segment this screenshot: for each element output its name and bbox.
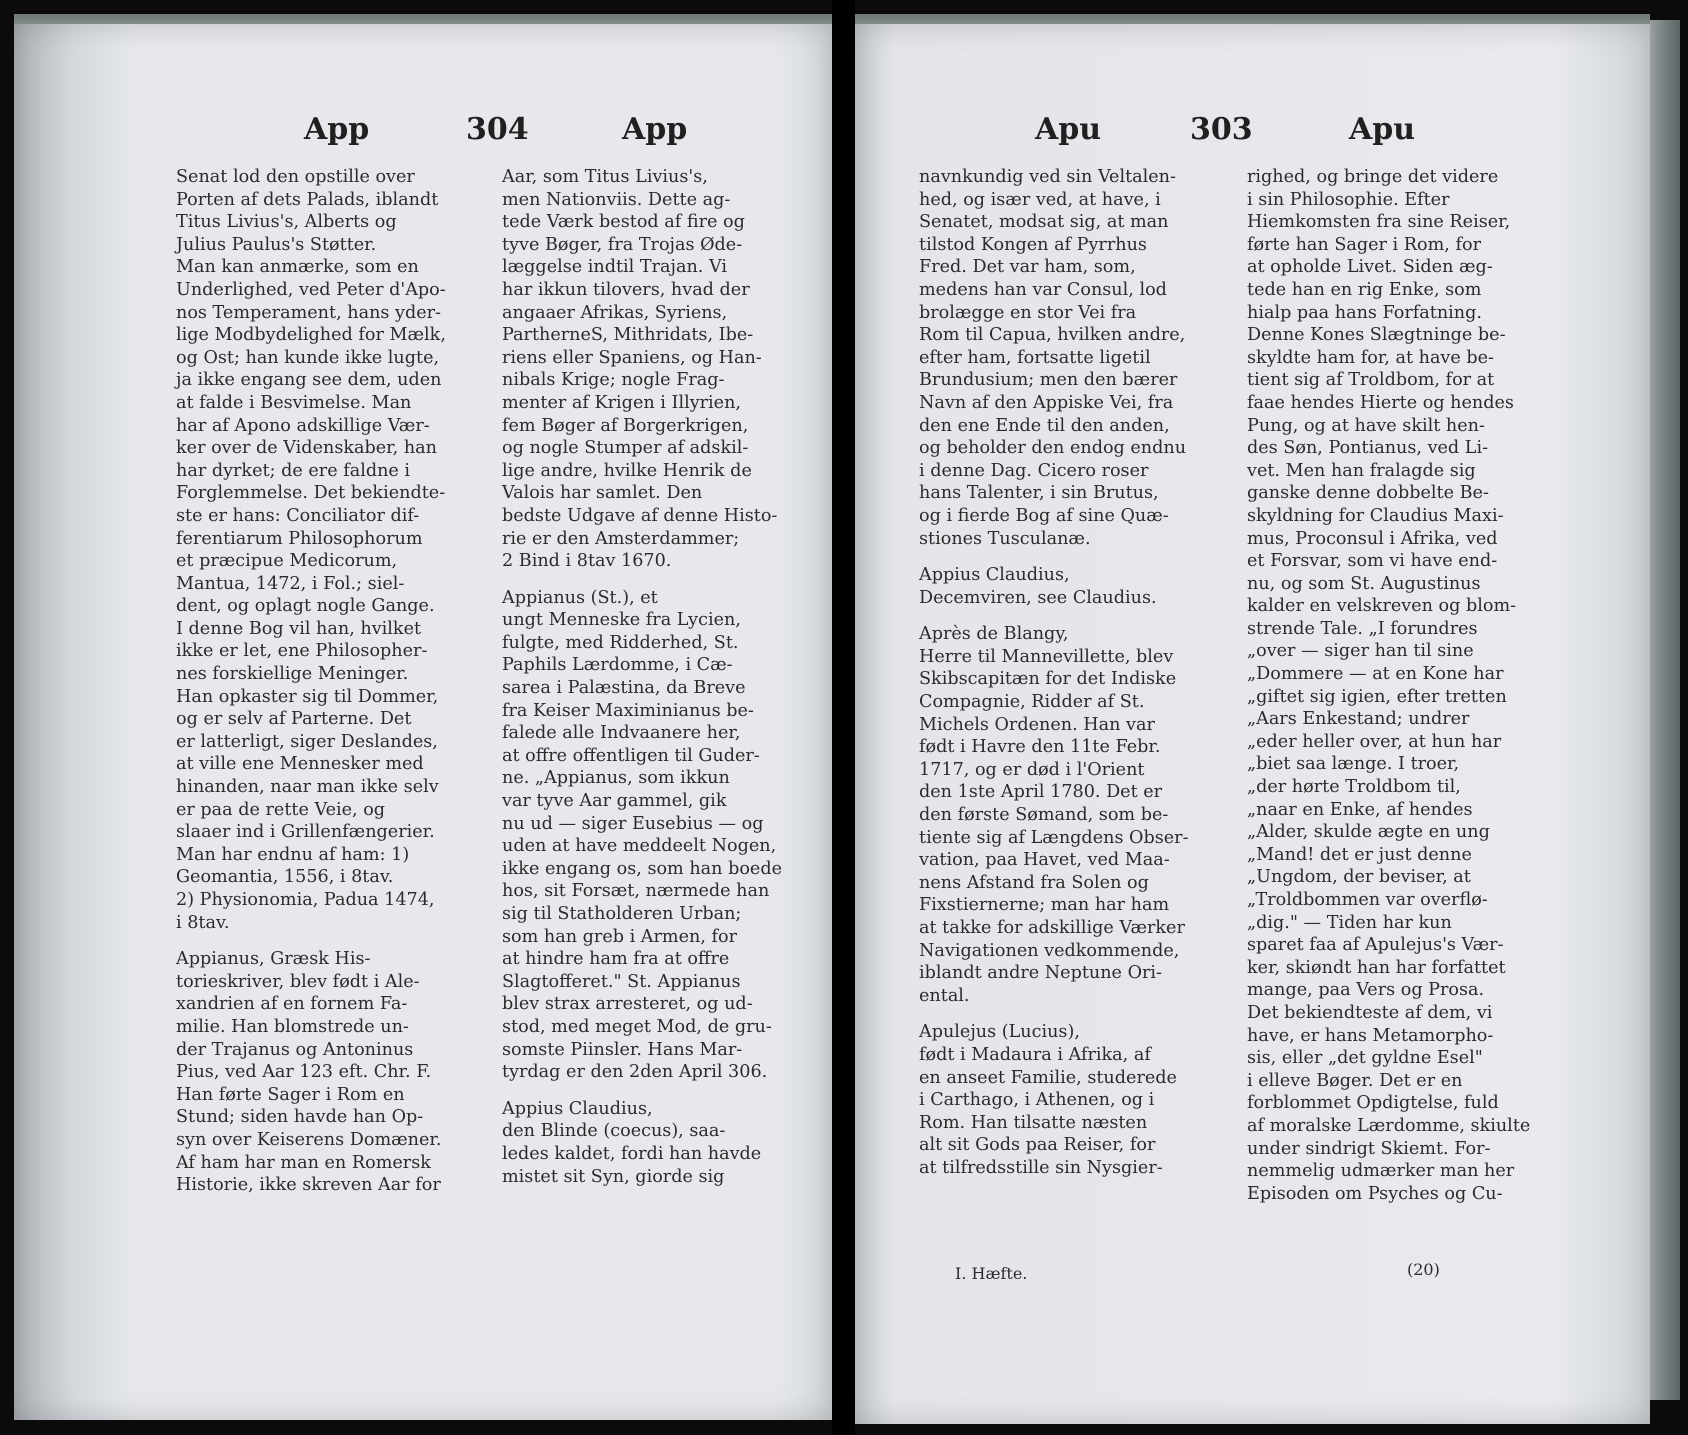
entry-appianus-continued: Aar, som Titus Livius's, men Nationviis. Dette ag- tede Værk bestod af fire og tyve Bøger, fra Trojas Øde- læggelse indtil Trajan. Vi har ikkun tilovers, hvad der angaaer Afrikas, Syriens, PartherneS, Mithridats, Ibe- riens eller Spaniens, og Han- nibals Krige; nogle Frag- menter af Krigen i Illyrien, fem Bøger af Borgerkrigen, og nogle Stumper af adskil- lige andre, hvilke Henrik de Valois har samlet. Den bedste Udgave af denne Histo- rie er den Amsterdammer; 2 Bind i 8tav 1670. bbox=[502, 167, 778, 572]
right-page-running-head-left: Apu bbox=[1035, 112, 1102, 147]
page-edges bbox=[1650, 20, 1680, 1400]
entry-appianus-st: Appianus (St.), et ungt Menneske fra Lycien, fulgte, med Ridderhed, St. Paphils Lærdomme, i Cæ- sarea i Palæstina, da Breve fra Keiser Maximinianus be- falede alle Indvaanere her, at offre offentligen til Guder- ne. „Appianus, som ikkun var tyve Aar gammel, gik nu ud — siger Eusebius — og uden at have meddeelt Nogen, ikke engang os, som han boede hos, sit Forsæt, nærmede han sig til Statholderen Urban; som han greb i Armen, for at hindre ham fra at offre Slagtofferet." St. Appianus blev strax arresteret, og ud- stod, med meget Mod, de gru- somste Piinsler. Hans Mar- tyrdag er den 2den April 306. bbox=[502, 587, 783, 1083]
right-page-number: 303 bbox=[1190, 112, 1253, 147]
entry-appius-claudius-blind: Appius Claudius, den Blinde (coecus), saa- ledes kaldet, fordi han havde mistet sit Syn, giorde sig bbox=[502, 1098, 762, 1187]
left-page-running-head-right: App bbox=[622, 112, 688, 147]
entry-appius-claudius-continued: navnkundig ved sin Veltalen- hed, og især ved, at have, i Senatet, modsat sig, at man tilstod Kongen af Pyrrhus Fred. Det var ham, som, medens han var Consul, lod brolægge en stor Vei fra Rom til Capua, hvilken andre, efter ham, fortsatte ligetil Brundusium; men den bærer Navn af den Appiske Vei, fra den ene Ende til den anden, og beholder den endog endnu i denne Dag. Cicero roser hans Talenter, i sin Brutus, og i fierde Bog af sine Quæ- stiones Tusculanæ. bbox=[919, 167, 1187, 549]
left-page bbox=[14, 24, 832, 1420]
entry-appius-claudius-decemvir: Appius Claudius, Decemviren, see Claudius. bbox=[919, 565, 1157, 608]
entry-appianus: Appianus, Græsk His- torieskriver, blev født i Ale- xandrien af en fornem Fa- milie. Han blomstrede un- der Trajanus og Antoninus Pius, ved Aar 123 eft. Chr. F. Han førte Sager i Rom en Stund; siden havde han Op- syn over Keiserens Domæner. Af ham har man en Romersk Historie, ikke skreven Aar for bbox=[176, 949, 442, 1196]
entry-apulejus-continued: righed, og bringe det videre i sin Philosophie. Efter Hiemkomsten fra sine Reiser, førte han Sager i Rom, for at opholde Livet. Siden æg- tede han en rig Enke, som hialp paa hans Forfatning. Denne Kones Slægtninge be- skyldte ham for, at have be- tient sig af Troldbom, for at faae hendes Hierte og hendes Pung, og at have skilt hen- des Søn, Pontianus, ved Li- vet. Men han fralagde sig ganske denne dobbelte Be- skyldning for Claudius Maxi- mus, Proconsul i Afrika, ved et Forsvar, som vi have end- nu, og som St. Augustinus kalder en velskreven og blom- strende Tale. „I forundres „over — siger han til sine „Dommere — at en Kone har „giftet sig igien, efter tretten „Aars Enkestand; undrer „eder heller over, at hun har „biet saa længe. I troer, „der hørte Troldbom til, „naar en Enke, af hendes „Alder, skulde ægte en ung „Mand! det er just denne „Ungdom, der beviser, at „Troldbommen var overflø- „dig." — Tiden har kun sparet faa af Apulejus's Vær- ker, skiøndt han har forfattet mange, paa Vers og Prosa. Det bekiendteste af dem, vi have, er hans Metamorpho- sis, eller „det gyldne Esel" i elleve Bøger. Det er en forblommet Opdigtelse, fuld af moralske Lærdomme, skiulte under sindrigt Skiemt. For- nemmelig udmærker man her Episoden om Psyches og Cu- bbox=[1247, 167, 1531, 1204]
right-page-running-head-right: Apu bbox=[1349, 112, 1416, 147]
left-page-column-2 bbox=[502, 166, 800, 1188]
left-page-running-head-left: App bbox=[304, 112, 370, 147]
entry-apono-continued: Senat lod den opstille over Porten af dets Palads, iblandt Titus Livius's, Alberts og Julius Paulus's Støtter. Man kan anmærke, som en Underlighed, ved Peter d'Apo- nos Temperament, hans yder- lige Modbydelighed for Mælk, og Ost; han kunde ikke lugte, ja ikke engang see dem, uden at falde i Besvimelse. Man har af Apono adskillige Vær- ker over de Videnskaber, han har dyrket; de ere faldne i Forglemmelse. Det bekiendte- ste er hans: Conciliator dif- ferentiarum Philosophorum et præcipue Medicorum, Mantua, 1472, i Fol.; siel- dent, og oplagt nogle Gange. I denne Bog vil han, hvilket ikke er let, ene Philosopher- nes forskiellige Meninger. Han opkaster sig til Dommer, og er selv af Parterne. Det er latterligt, siger Deslandes, at ville ene Mennesker med hinanden, naar man ikke selv er paa de rette Veie, og slaaer ind i Grillenfængerier. Man har endnu af ham: 1) Geomantia, 1556, i 8tav. 2) Physionomia, Padua 1474, i 8tav. bbox=[176, 167, 446, 933]
left-page-number: 304 bbox=[466, 112, 529, 147]
right-page-column-2 bbox=[1247, 166, 1547, 1205]
entry-apulejus: Apulejus (Lucius), født i Madaura i Afrika, af en anseet Familie, studerede i Carthago, i Athenen, og i Rom. Han tilsatte næsten alt sit Gods paa Reiser, for at tilfredsstille sin Nysgier- bbox=[919, 1022, 1177, 1178]
right-page bbox=[855, 24, 1650, 1424]
signature-mark: I. Hæfte. bbox=[955, 1264, 1028, 1283]
entry-apres-de-blangy: Après de Blangy, Herre til Mannevillette, blev Skibscapitæn for det Indiske Compagnie, Ridder af St. Michels Ordenen. Han var født i Havre den 11te Febr. 1717, og er død i l'Orient den 1ste April 1780. Det er den første Sømand, som be- tiente sig af Længdens Obser- vation, paa Havet, ved Maa- nens Afstand fra Solen og Fixstiernerne; man har ham at takke for adskillige Værker Navigationen vedkommende, iblandt andre Neptune Ori- ental. bbox=[919, 624, 1189, 1006]
book-gutter bbox=[832, 0, 855, 1435]
right-page-column-1 bbox=[919, 166, 1215, 1180]
left-page-column-1 bbox=[176, 166, 474, 1197]
sheet-number: (20) bbox=[1407, 1260, 1440, 1279]
